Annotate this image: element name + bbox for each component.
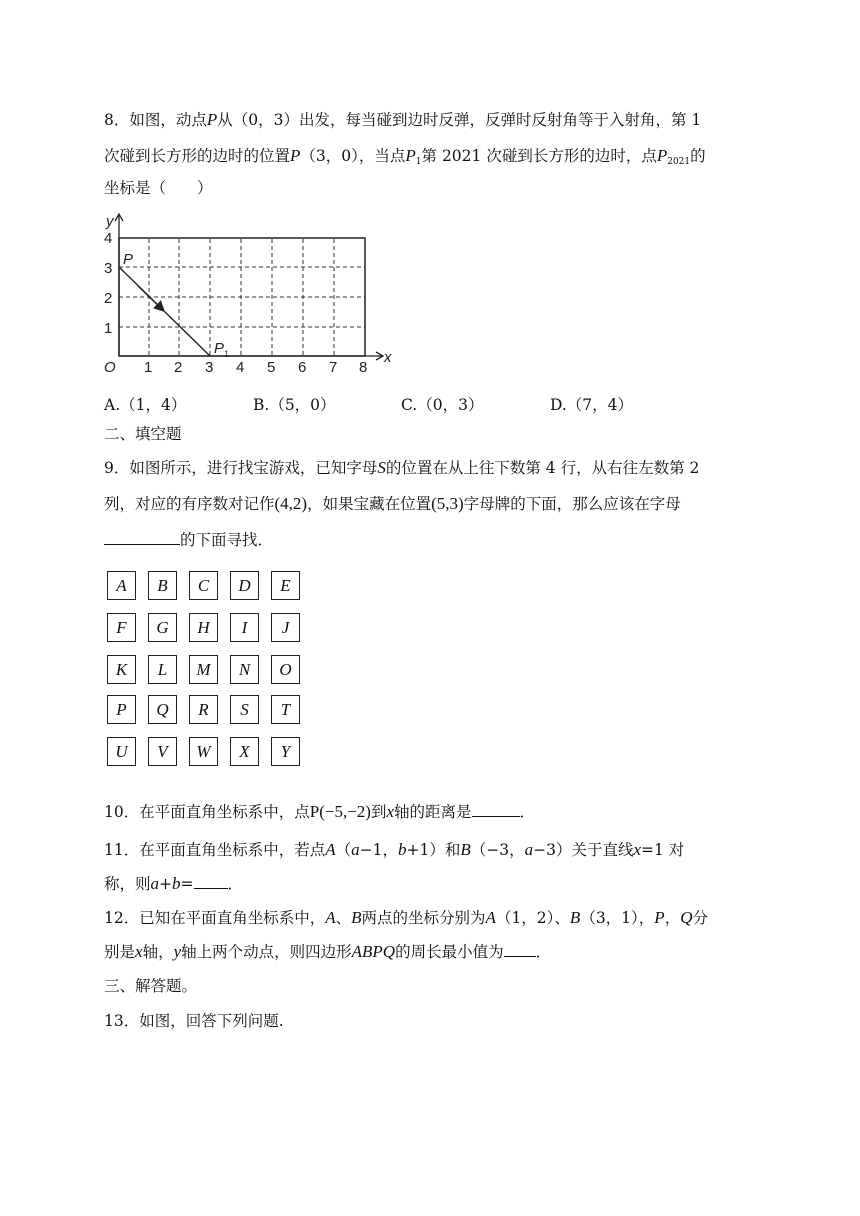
letter-card: Y xyxy=(271,737,300,766)
direction-arrow xyxy=(138,286,163,310)
option-d[interactable]: D.（7，4） xyxy=(550,396,634,414)
letter-card-grid xyxy=(107,571,307,771)
trajectory-line xyxy=(119,267,210,356)
y-tick-4: 4 xyxy=(104,230,113,247)
letter-card: T xyxy=(271,695,300,724)
q8-line2: 次碰到长方形的边时的位置P（3，0），当点$P_1$第 2021 次碰到长方形的边时，点$P_{2021}$的 xyxy=(104,146,706,167)
x-tick-5: 5 xyxy=(267,359,276,376)
q9-line3: 的下面寻找． xyxy=(104,530,273,550)
letter-card: L xyxy=(148,655,177,684)
x-tick-7: 7 xyxy=(329,359,338,376)
section-solve-heading: 三、解答题。 xyxy=(104,977,198,995)
letter-card: R xyxy=(189,695,218,724)
letter-card: S xyxy=(230,695,259,724)
point-p-label: P xyxy=(123,251,134,268)
letter-card: G xyxy=(148,613,177,642)
letter-card: E xyxy=(271,571,300,600)
q11-line2: 称，则a+b= ． xyxy=(104,874,244,893)
q9-line2: 列，对应的有序数对记作(4,2)，如果宝藏在位置(5,3)字母牌的下面，那么应该在字母 xyxy=(104,494,681,513)
letter-card: W xyxy=(189,737,218,766)
x-tick-1: 1 xyxy=(144,359,153,376)
x-tick-2: 2 xyxy=(174,359,183,376)
letter-card: I xyxy=(230,613,259,642)
letter-card: U xyxy=(107,737,136,766)
answer-blank[interactable] xyxy=(504,942,536,957)
q9-line1: 9．如图所示，进行找宝游戏，已知字母S的位置在从上往下数第 4 行，从右往左数第 2 xyxy=(104,458,700,477)
letter-card: Q xyxy=(148,695,177,724)
q8-line3: 坐标是（ ） xyxy=(104,179,213,197)
letter-card: V xyxy=(148,737,177,766)
option-c[interactable]: C.（0，3） xyxy=(401,396,484,414)
letter-card: C xyxy=(189,571,218,600)
answer-blank[interactable] xyxy=(194,874,228,889)
answer-blank[interactable] xyxy=(104,530,180,545)
y-tick-1: 1 xyxy=(104,320,113,337)
y-tick-2: 2 xyxy=(104,290,113,307)
q8-coordinate-graph xyxy=(100,206,400,376)
q8-options xyxy=(104,393,764,413)
q11-line1: 11．在平面直角坐标系中，若点A（a−1，b+1）和B（−3，a−3）关于直线x=1 对 xyxy=(104,840,685,859)
letter-card: A xyxy=(107,571,136,600)
point-p1-subscript: 1 xyxy=(224,349,230,359)
point-p1-label: P xyxy=(214,340,225,357)
q12-line2: 别是x轴，y轴上两个动点，则四边形ABPQ的周长最小值为 ． xyxy=(104,942,552,961)
section-fill-in-heading: 二、填空题 xyxy=(104,425,182,443)
letter-card: J xyxy=(271,613,300,642)
origin-label: O xyxy=(104,359,116,376)
letter-card: F xyxy=(107,613,136,642)
letter-card: D xyxy=(230,571,259,600)
q8-line1: 8．如图，动点P从（0，3）出发，每当碰到边时反弹，反弹时反射角等于入射角，第 1 xyxy=(104,110,702,129)
x-tick-6: 6 xyxy=(298,359,307,376)
letter-card: N xyxy=(230,655,259,684)
option-b[interactable]: B.（5，0） xyxy=(253,396,336,414)
letter-card: B xyxy=(148,571,177,600)
q13-line: 13．如图，回答下列问题. xyxy=(104,1012,284,1030)
x-tick-3: 3 xyxy=(205,359,214,376)
x-axis-label: x xyxy=(384,349,392,366)
letter-card: H xyxy=(189,613,218,642)
letter-card: X xyxy=(230,737,259,766)
letter-card: P xyxy=(107,695,136,724)
y-axis-label: y xyxy=(106,213,114,230)
grid-lines xyxy=(119,239,365,356)
answer-blank[interactable] xyxy=(472,802,520,817)
x-tick-4: 4 xyxy=(236,359,245,376)
y-tick-3: 3 xyxy=(104,260,113,277)
letter-card: K xyxy=(107,655,136,684)
q10-line: 10．在平面直角坐标系中，点P(−5,−2)到x轴的距离是 ． xyxy=(104,802,536,821)
letter-card: O xyxy=(271,655,300,684)
option-a[interactable]: A.（1，4） xyxy=(104,396,187,414)
q12-line1: 12．已知在平面直角坐标系中，A、B两点的坐标分别为A（1，2）、B（3，1），P，Q分 xyxy=(104,908,708,927)
letter-card: M xyxy=(189,655,218,684)
x-tick-8: 8 xyxy=(359,359,368,376)
